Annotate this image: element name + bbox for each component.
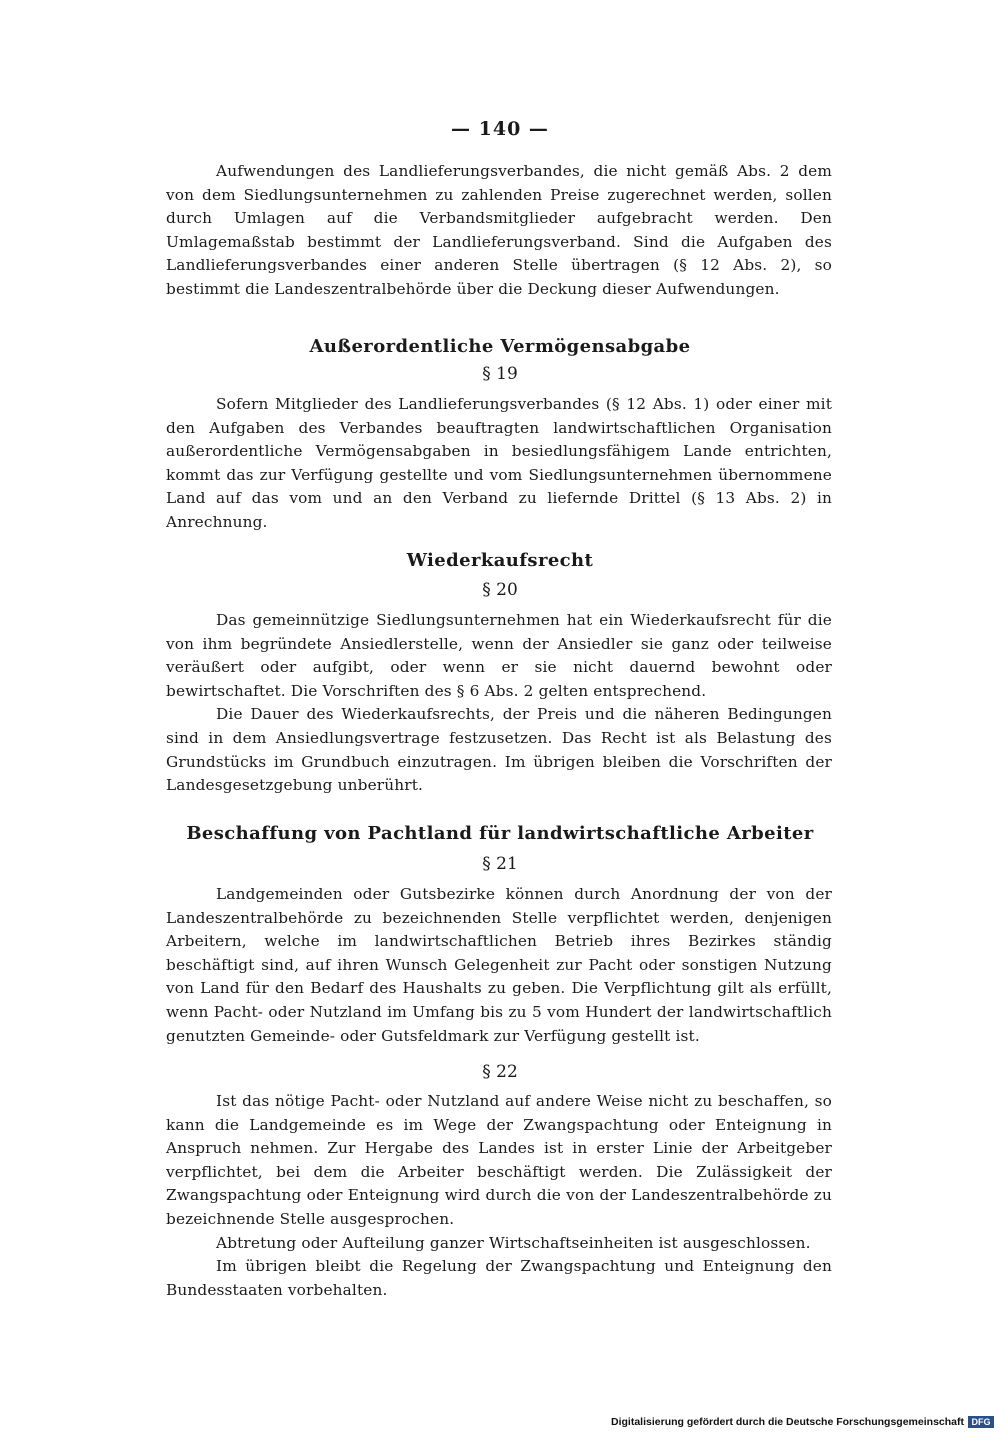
section-heading-pachtland: Beschaffung von Pachtland für landwirtschaftliche Arbeiter bbox=[186, 823, 814, 844]
digitization-footer bbox=[611, 1416, 994, 1428]
paragraph-mark-20: § 20 bbox=[482, 580, 518, 600]
section-20-paragraph-2: Die Dauer des Wiederkaufsrechts, der Preis und die näheren Bedingungen sind in dem Ansiedlungsvertrage festzusetzen. Das Recht ist als Belastung des Grundstücks im Grundbuch einzutragen. Im übrigen bleiben die Vorschriften der Landesgesetzgebung unberührt. bbox=[166, 705, 832, 795]
paragraph-mark-21: § 21 bbox=[482, 854, 518, 874]
section-heading-vermoegensabgabe: Außerordentliche Vermögensabgabe bbox=[309, 336, 691, 357]
section-21-body bbox=[166, 883, 832, 1048]
section-22-paragraph-1: Ist das nötige Pacht- oder Nutzland auf andere Weise nicht zu beschaffen, so kann die Landgemeinde es im Wege der Zwangspachtung oder Enteignung in Anspruch nehmen. Zur Hergabe des Landes ist in erster Linie der Arbeitgeber verpflichtet, bei dem die Arbeiter beschäftigt werden. Die Zulässigkeit der Zwangspachtung oder Enteignung wird durch die von der Landeszentralbehörde zu bezeichnende Stelle ausgesprochen. bbox=[166, 1092, 832, 1228]
section-22-paragraph-2: Abtretung oder Aufteilung ganzer Wirtschaftseinheiten ist ausgeschlossen. bbox=[216, 1233, 811, 1252]
dfg-logo-icon: DFG bbox=[968, 1416, 994, 1428]
section-21-paragraph: Landgemeinden oder Gutsbezirke können durch Anordnung der von der Landeszentralbehörde zu bezeichnenden Stelle verpflichtet werden, denjenigen Arbeitern, welche im landwirtschaftlichen Betrieb ihres Bezirkes ständig beschäftigt sind, auf ihren Wunsch Gelegenheit zur Pacht oder sonstigen Nutzung von Land für den Bedarf des Haushalts zu geben. Die Verpflichtung gilt als erfüllt, wenn Pacht- oder Nutzland im Umfang bis zu 5 vom Hundert der landwirtschaftlich genutzten Gemeinde- oder Gutsfeldmark zur Verfügung gestellt ist. bbox=[166, 885, 832, 1045]
section-heading-wiederkaufsrecht: Wiederkaufsrecht bbox=[406, 550, 594, 571]
section-19-body bbox=[166, 393, 832, 535]
footer-text: Digitalisierung gefördert durch die Deutsche Forschungsgemeinschaft bbox=[611, 1416, 964, 1428]
intro-block bbox=[166, 160, 832, 302]
section-22-body bbox=[166, 1090, 832, 1302]
intro-paragraph: Aufwendungen des Landlieferungsverbandes, die nicht gemäß Abs. 2 dem von dem Siedlungsunternehmen zu zahlenden Preise zugerechnet werden, sollen durch Umlagen auf die Verbandsmitglieder aufgebracht werden. Den Umlagemaßstab bestimmt der Landlieferungsverband. Sind die Aufgaben des Landlieferungsverbandes einer anderen Stelle übertragen (§ 12 Abs. 2), so bestimmt die Landeszentralbehörde über die Deckung dieser Aufwendungen. bbox=[166, 162, 832, 298]
section-20-body bbox=[166, 609, 832, 798]
section-19-paragraph: Sofern Mitglieder des Landlieferungsverbandes (§ 12 Abs. 1) oder einer mit den Aufgaben des Verbandes beauftragten landwirtschaftlichen Organisation außerordentliche Vermögensabgaben in besiedlungsfähigem Lande entrichten, kommt das zur Verfügung gestellte und vom Siedlungsunternehmen übernommene Land auf das vom und an den Verband zu liefernde Drittel (§ 13 Abs. 2) in Anrechnung. bbox=[166, 395, 832, 531]
paragraph-mark-22: § 22 bbox=[482, 1062, 518, 1082]
paragraph-mark-19: § 19 bbox=[482, 364, 518, 384]
section-20-paragraph-1: Das gemeinnützige Siedlungsunternehmen hat ein Wiederkaufsrecht für die von ihm begründete Ansiedlerstelle, wenn der Ansiedler sie ganz oder teilweise veräußert oder aufgibt, oder wenn er sie nicht dauernd bewohnt oder bewirtschaftet. Die Vorschriften des § 6 Abs. 2 gelten entsprechend. bbox=[166, 611, 832, 700]
page-number: — 140 — bbox=[451, 118, 549, 140]
section-22-paragraph-3: Im übrigen bleibt die Regelung der Zwangspachtung und Enteignung den Bundesstaaten vorbehalten. bbox=[166, 1257, 832, 1299]
